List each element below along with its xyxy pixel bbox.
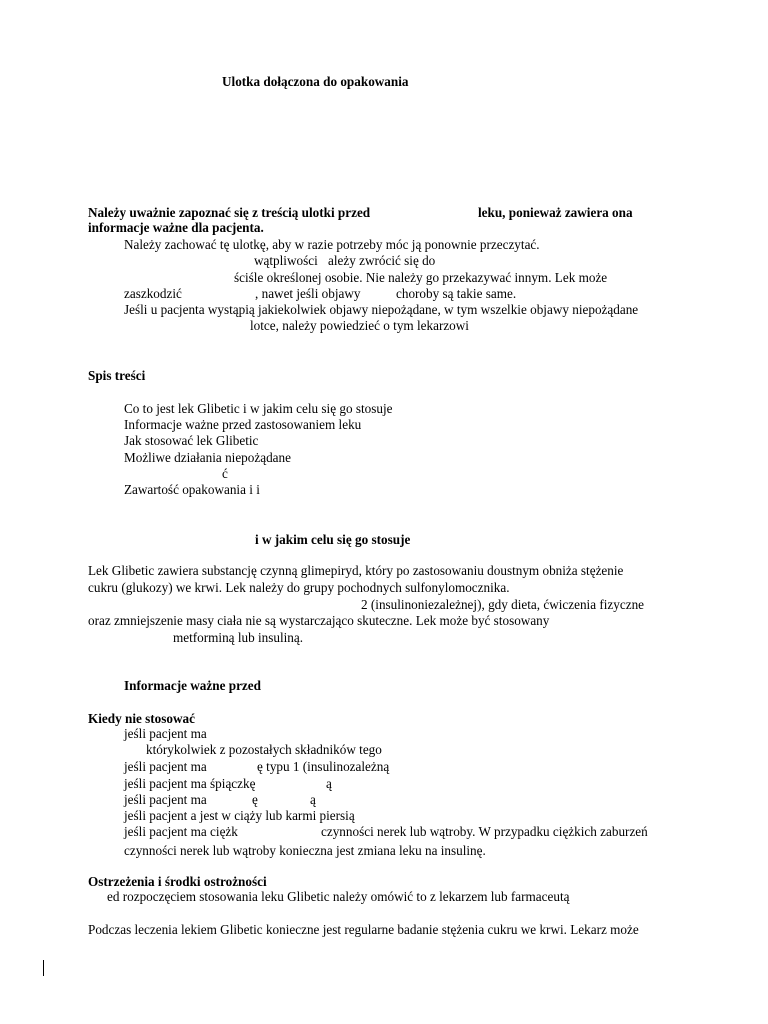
section-3-line: Podczas leczenia lekiem Glibetic konieczne jest regularne badanie stężenia cukru we krwi. Lekarz może <box>88 922 639 937</box>
section-2-line: którykolwiek z pozostałych składników tego <box>146 742 382 757</box>
warning-item: choroby są takie same. <box>396 286 517 301</box>
warning-line-1a: Należy uważnie zapoznać się z treścią ulotki przed <box>88 205 371 220</box>
warning-item: Należy zachować tę ulotkę, aby w razie potrzeby móc ją ponownie przeczytać. <box>124 237 540 252</box>
section-2-line: ą <box>310 792 316 807</box>
toc-heading: Spis treści <box>88 368 146 383</box>
section-3-heading: Ostrzeżenia i środki ostrożności <box>88 874 267 889</box>
section-1-line: Lek Glibetic zawiera substancję czynną glimepiryd, który po zastosowaniu doustnym obniża stężenie <box>88 563 624 578</box>
toc-item: Możliwe działania niepożądane <box>124 450 291 465</box>
section-2-line: jeśli pacjent ma <box>124 792 207 807</box>
section-2-line: jeśli pacjent a jest w ciąży lub karmi piersią <box>124 808 355 823</box>
section-2-line: jeśli pacjent ma ciężk <box>124 824 238 839</box>
section-3-line: ed rozpoczęciem stosowania leku Glibetic należy omówić to z lekarzem lub farmaceutą <box>107 889 570 904</box>
section-2-line: czynności nerek lub wątroby. W przypadku ciężkich zaburzeń <box>321 824 648 839</box>
warning-item: wątpliwości <box>254 253 318 268</box>
warning-item: zaszkodzić <box>124 286 182 301</box>
section-1-line: metforminą lub insuliną. <box>173 630 304 645</box>
warning-item: lotce, należy powiedzieć o tym lekarzowi <box>250 318 469 333</box>
section-1-line: oraz zmniejszenie masy ciała nie są wystarczająco skuteczne. Lek może być stosowany <box>88 613 550 628</box>
toc-item: ć <box>222 466 228 481</box>
text-cursor <box>43 960 44 976</box>
section-2-line: ą <box>326 776 332 791</box>
section-1-line: 2 (insulinoniezależnej), gdy dieta, ćwiczenia fizyczne <box>361 597 645 612</box>
warning-item: ściśle określonej osobie. Nie należy go przekazywać innym. Lek może <box>234 270 608 285</box>
warning-line-1b: leku, ponieważ zawiera ona <box>478 205 633 220</box>
section-2-heading: Informacje ważne przed <box>124 678 261 693</box>
warning-item: , nawet jeśli objawy <box>255 286 361 301</box>
section-1-heading: i w jakim celu się go stosuje <box>255 532 411 547</box>
toc-item: Informacje ważne przed zastosowaniem leku <box>124 417 362 432</box>
document-title: Ulotka dołączona do opakowania <box>222 74 409 89</box>
section-2-line: ę typu 1 (insulinozależną <box>257 759 390 774</box>
warning-line-2: informacje ważne dla pacjenta. <box>88 220 264 235</box>
section-2-subheading: Kiedy nie stosować <box>88 711 195 726</box>
section-2-line: czynności nerek lub wątroby konieczna jest zmiana leku na insulinę. <box>124 843 486 858</box>
section-2-line: jeśli pacjent ma <box>124 726 207 741</box>
section-2-line: jeśli pacjent ma śpiączkę <box>124 776 256 791</box>
toc-item: Jak stosować lek Glibetic <box>124 433 259 448</box>
toc-item: Zawartość opakowania i i <box>124 482 260 497</box>
section-2-line: jeśli pacjent ma <box>124 759 207 774</box>
section-2-line: ę <box>252 792 258 807</box>
toc-item: Co to jest lek Glibetic i w jakim celu się go stosuje <box>124 401 393 416</box>
warning-item: Jeśli u pacjenta wystąpią jakiekolwiek objawy niepożądane, w tym wszelkie objawy niepożądane <box>124 302 639 317</box>
section-1-line: cukru (glukozy) we krwi. Lek należy do grupy pochodnych sulfonylomocznika. <box>88 580 510 595</box>
warning-item: ależy zwrócić się do <box>328 253 436 268</box>
